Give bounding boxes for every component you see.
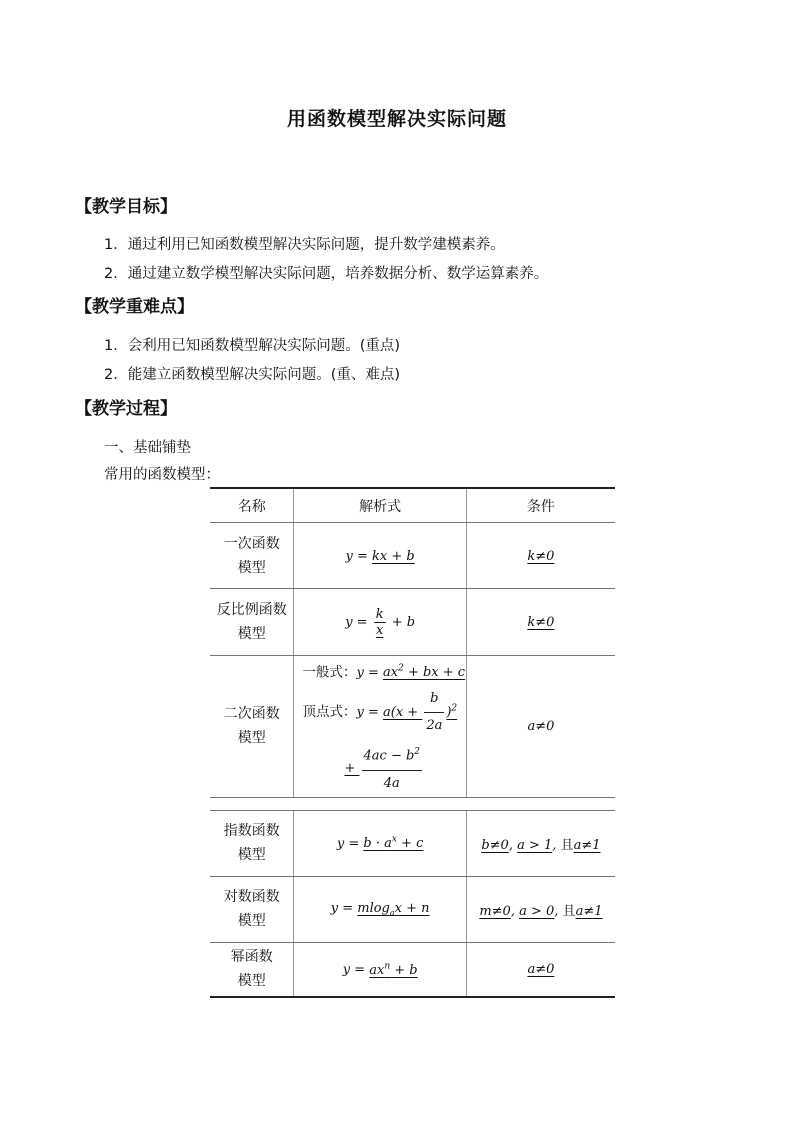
row-condition: a≠0 [466, 656, 615, 798]
row-name: 一次函数 模型 [210, 523, 294, 589]
keypoint-item-2: 2．能建立函数模型解决实际问题。(重、难点) [104, 367, 401, 383]
process-heading: 【教学过程】 [75, 399, 177, 419]
process-intro: 常用的函数模型： [104, 467, 220, 483]
keypoint-item-1: 1．会利用已知函数模型解决实际问题。(重点) [104, 338, 401, 354]
row-formula: y = $\frac{k}{x}$ + b [294, 589, 466, 656]
row-name: 二次函数 模型 [210, 656, 294, 798]
row-formula: y = kx + b [294, 523, 466, 589]
objective-item-2: 2．通过建立数学模型解决实际问题，培养数据分析、数学运算素养。 [104, 266, 549, 282]
process-subheading: 一、基础铺垫 [104, 440, 191, 456]
row-condition: m≠0, a > 0, 且a≠1 [466, 876, 615, 942]
row-formula: y = mlog$_a$x + n [294, 876, 466, 942]
row-condition: k≠0 [466, 523, 615, 589]
table-row [210, 810, 615, 876]
row-condition: b≠0, a > 1, 且a≠1 [466, 810, 615, 876]
table-row [210, 876, 615, 942]
table-row [210, 656, 615, 798]
table-row [210, 523, 615, 589]
row-name: 反比例函数 模型 [210, 589, 294, 656]
row-name: 对数函数 模型 [210, 876, 294, 942]
page-title: 用函数模型解决实际问题 [286, 108, 507, 130]
table-header-row [210, 488, 615, 523]
row-formula: $y = ax^n + b$ [294, 942, 466, 997]
table-gap-row [210, 797, 615, 810]
table-row [210, 589, 615, 656]
header-condition: 条件 [466, 488, 615, 523]
row-condition: k≠0 [466, 589, 615, 656]
function-models-table [210, 487, 615, 998]
header-name: 名称 [210, 488, 294, 523]
keypoints-heading: 【教学重难点】 [75, 297, 194, 317]
row-condition: a≠0 [466, 942, 615, 997]
row-name: 幂函数 模型 [210, 942, 294, 997]
row-formula: $y = b \cdot a^x + c$ [294, 810, 466, 876]
objective-item-1: 1．通过利用已知函数模型解决实际问题，提升数学建模素养。 [104, 237, 505, 253]
row-formula: 一般式：$y = ax^2$ + bx + c 顶点式：y = a(x + $\frac{b}{2a}$ )$^2$ + $\frac{4ac - b^2}{4a}$ [294, 656, 466, 798]
header-formula: 解析式 [294, 488, 466, 523]
row-name: 指数函数 模型 [210, 810, 294, 876]
objectives-heading: 【教学目标】 [75, 197, 177, 217]
table-row [210, 942, 615, 997]
